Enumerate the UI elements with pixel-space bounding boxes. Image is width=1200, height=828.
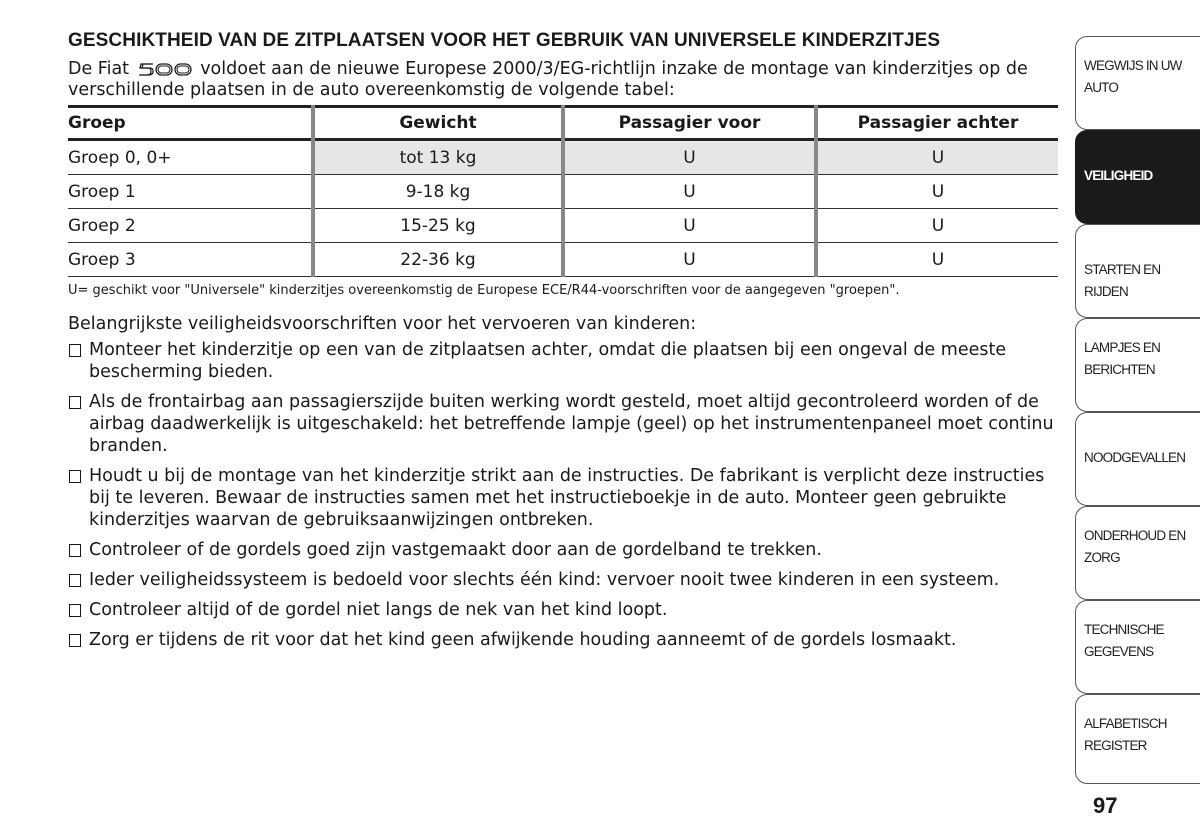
table-cell: U: [816, 175, 1058, 209]
table-cell: U: [816, 243, 1058, 277]
tab-veiligheid[interactable]: [1075, 130, 1200, 224]
table-cell: U: [563, 140, 816, 175]
header-gewicht: Gewicht: [313, 107, 563, 140]
list-item-text: Als de frontairbag aan passagierszijde buiten werking wordt gesteld, moet altijd gecontroleerd worden of de airbag daadwerkelijk is uitgeschakeld: het betreffende lampje (geel) op het instrumentenpaneel moet continu branden.: [89, 392, 1054, 456]
header-groep: Groep: [68, 107, 313, 140]
table-cell: Groep 2: [68, 209, 313, 243]
list-item: [68, 339, 1058, 383]
list-item-text: Monteer het kinderzitje op een van de zitplaatsen achter, omdat die plaatsen bij een ongeval de meeste bescherming bieden.: [89, 340, 1007, 382]
tab-alfabetisch-register[interactable]: [1075, 694, 1200, 784]
tab-wegwijs-in-uw-auto[interactable]: [1075, 36, 1200, 130]
intro-paragraph: [68, 59, 1058, 101]
table-cell: tot 13 kg: [313, 140, 563, 175]
page-content: [68, 30, 1058, 659]
checkbox-bullet-icon: [69, 470, 81, 483]
tab-label-line2: REGISTER: [1084, 738, 1147, 753]
table-cell: Groep 3: [68, 243, 313, 277]
checkbox-bullet-icon: [69, 604, 81, 617]
checkbox-bullet-icon: [69, 634, 81, 647]
table-cell: Groep 1: [68, 175, 313, 209]
table-cell: 15-25 kg: [313, 209, 563, 243]
list-item-text: Zorg er tijdens de rit voor dat het kind geen afwijkende houding aanneemt of de gordels losmaakt.: [89, 630, 957, 650]
table-header-row: [68, 107, 1058, 140]
rules-title: Belangrijkste veiligheidsvoorschriften voor het vervoeren van kinderen:: [68, 314, 697, 334]
tab-label-line1: TECHNISCHE: [1084, 622, 1164, 637]
table-cell: U: [563, 209, 816, 243]
tab-noodgevallen[interactable]: [1075, 412, 1200, 506]
table-row: [68, 209, 1058, 243]
tab-label-line2: GEGEVENS: [1084, 644, 1154, 659]
tab-starten-en-rijden[interactable]: [1075, 224, 1200, 318]
table-cell: U: [816, 140, 1058, 175]
tab-label-line1: ALFABETISCH: [1084, 716, 1167, 731]
tab-label-line1: VEILIGHEID: [1084, 168, 1153, 183]
header-passagier-achter: Passagier achter: [816, 107, 1058, 140]
intro-text-rest: voldoet aan de nieuwe Europese 2000/3/EG-richtlijn inzake de montage van kinderzitjes op de verschillende plaatsen in de auto overeenkomstig de volgende tabel:: [68, 59, 1028, 100]
section-heading: GESCHIKTHEID VAN DE ZITPLAATSEN VOOR HET GEBRUIK VAN UNIVERSELE KINDERZITJES: [68, 30, 941, 51]
checkbox-bullet-icon: [69, 574, 81, 587]
tab-label-line1: WEGWIJS IN UW: [1084, 58, 1182, 73]
chapter-tabs: [1075, 36, 1200, 784]
table-cell: U: [563, 175, 816, 209]
header-passagier-voor: Passagier voor: [563, 107, 816, 140]
500-logo-icon: [137, 62, 193, 76]
list-item: [68, 599, 1058, 621]
checkbox-bullet-icon: [69, 544, 81, 557]
list-item-text: Controleer altijd of de gordel niet langs de nek van het kind loopt.: [89, 600, 668, 620]
checkbox-bullet-icon: [69, 396, 81, 409]
tab-label-line2: AUTO: [1084, 80, 1119, 95]
tab-label-line1: NOODGEVALLEN: [1084, 450, 1186, 465]
table-cell: 22-36 kg: [313, 243, 563, 277]
rules-list: [68, 339, 1058, 651]
tab-label-line1: ONDERHOUD EN: [1084, 528, 1186, 543]
tab-label-line1: STARTEN EN RIJDEN: [1084, 262, 1161, 299]
tab-onderhoud-en-zorg[interactable]: [1075, 506, 1200, 600]
list-item-text: Houdt u bij de montage van het kinderzitje strikt aan de instructies. De fabrikant is verplicht deze instructies bij te leveren. Bewaar de instructies samen met het instructieboekje in de auto. Monteer geen gebruikte kinderzitjes waarvan de gebruiksaanwijzingen ontbreken.: [89, 466, 1045, 530]
checkbox-bullet-icon: [69, 344, 81, 357]
table-footnote: U= geschikt voor "Universele" kinderzitjes overeenkomstig de Europese ECE/R44-voorschriften voor de aangegeven "groepen".: [68, 283, 900, 298]
tab-label-line2: ZORG: [1084, 550, 1120, 565]
table-cell: 9-18 kg: [313, 175, 563, 209]
list-item-text: Ieder veiligheidssysteem is bedoeld voor slechts één kind: vervoer nooit twee kinderen in een systeem.: [89, 570, 1000, 590]
child-seat-table: [68, 105, 1058, 277]
list-item: [68, 391, 1058, 457]
tab-label-line2: BERICHTEN: [1084, 362, 1155, 377]
list-item: [68, 629, 1058, 651]
tab-label-line1: LAMPJES EN: [1084, 340, 1161, 355]
page-number: 97: [1093, 793, 1118, 818]
table-row: [68, 140, 1058, 175]
table-row: [68, 243, 1058, 277]
table-cell: Groep 0, 0+: [68, 140, 313, 175]
list-item: [68, 539, 1058, 561]
list-item: [68, 569, 1058, 591]
tab-technische-gegevens[interactable]: [1075, 600, 1200, 694]
table-cell: U: [563, 243, 816, 277]
tab-lampjes-en-berichten[interactable]: [1075, 318, 1200, 412]
list-item: [68, 465, 1058, 531]
table-row: [68, 175, 1058, 209]
list-item-text: Controleer of de gordels goed zijn vastgemaakt door aan de gordelband te trekken.: [89, 540, 822, 560]
intro-text-start: De Fiat: [68, 59, 130, 79]
table-cell: U: [816, 209, 1058, 243]
